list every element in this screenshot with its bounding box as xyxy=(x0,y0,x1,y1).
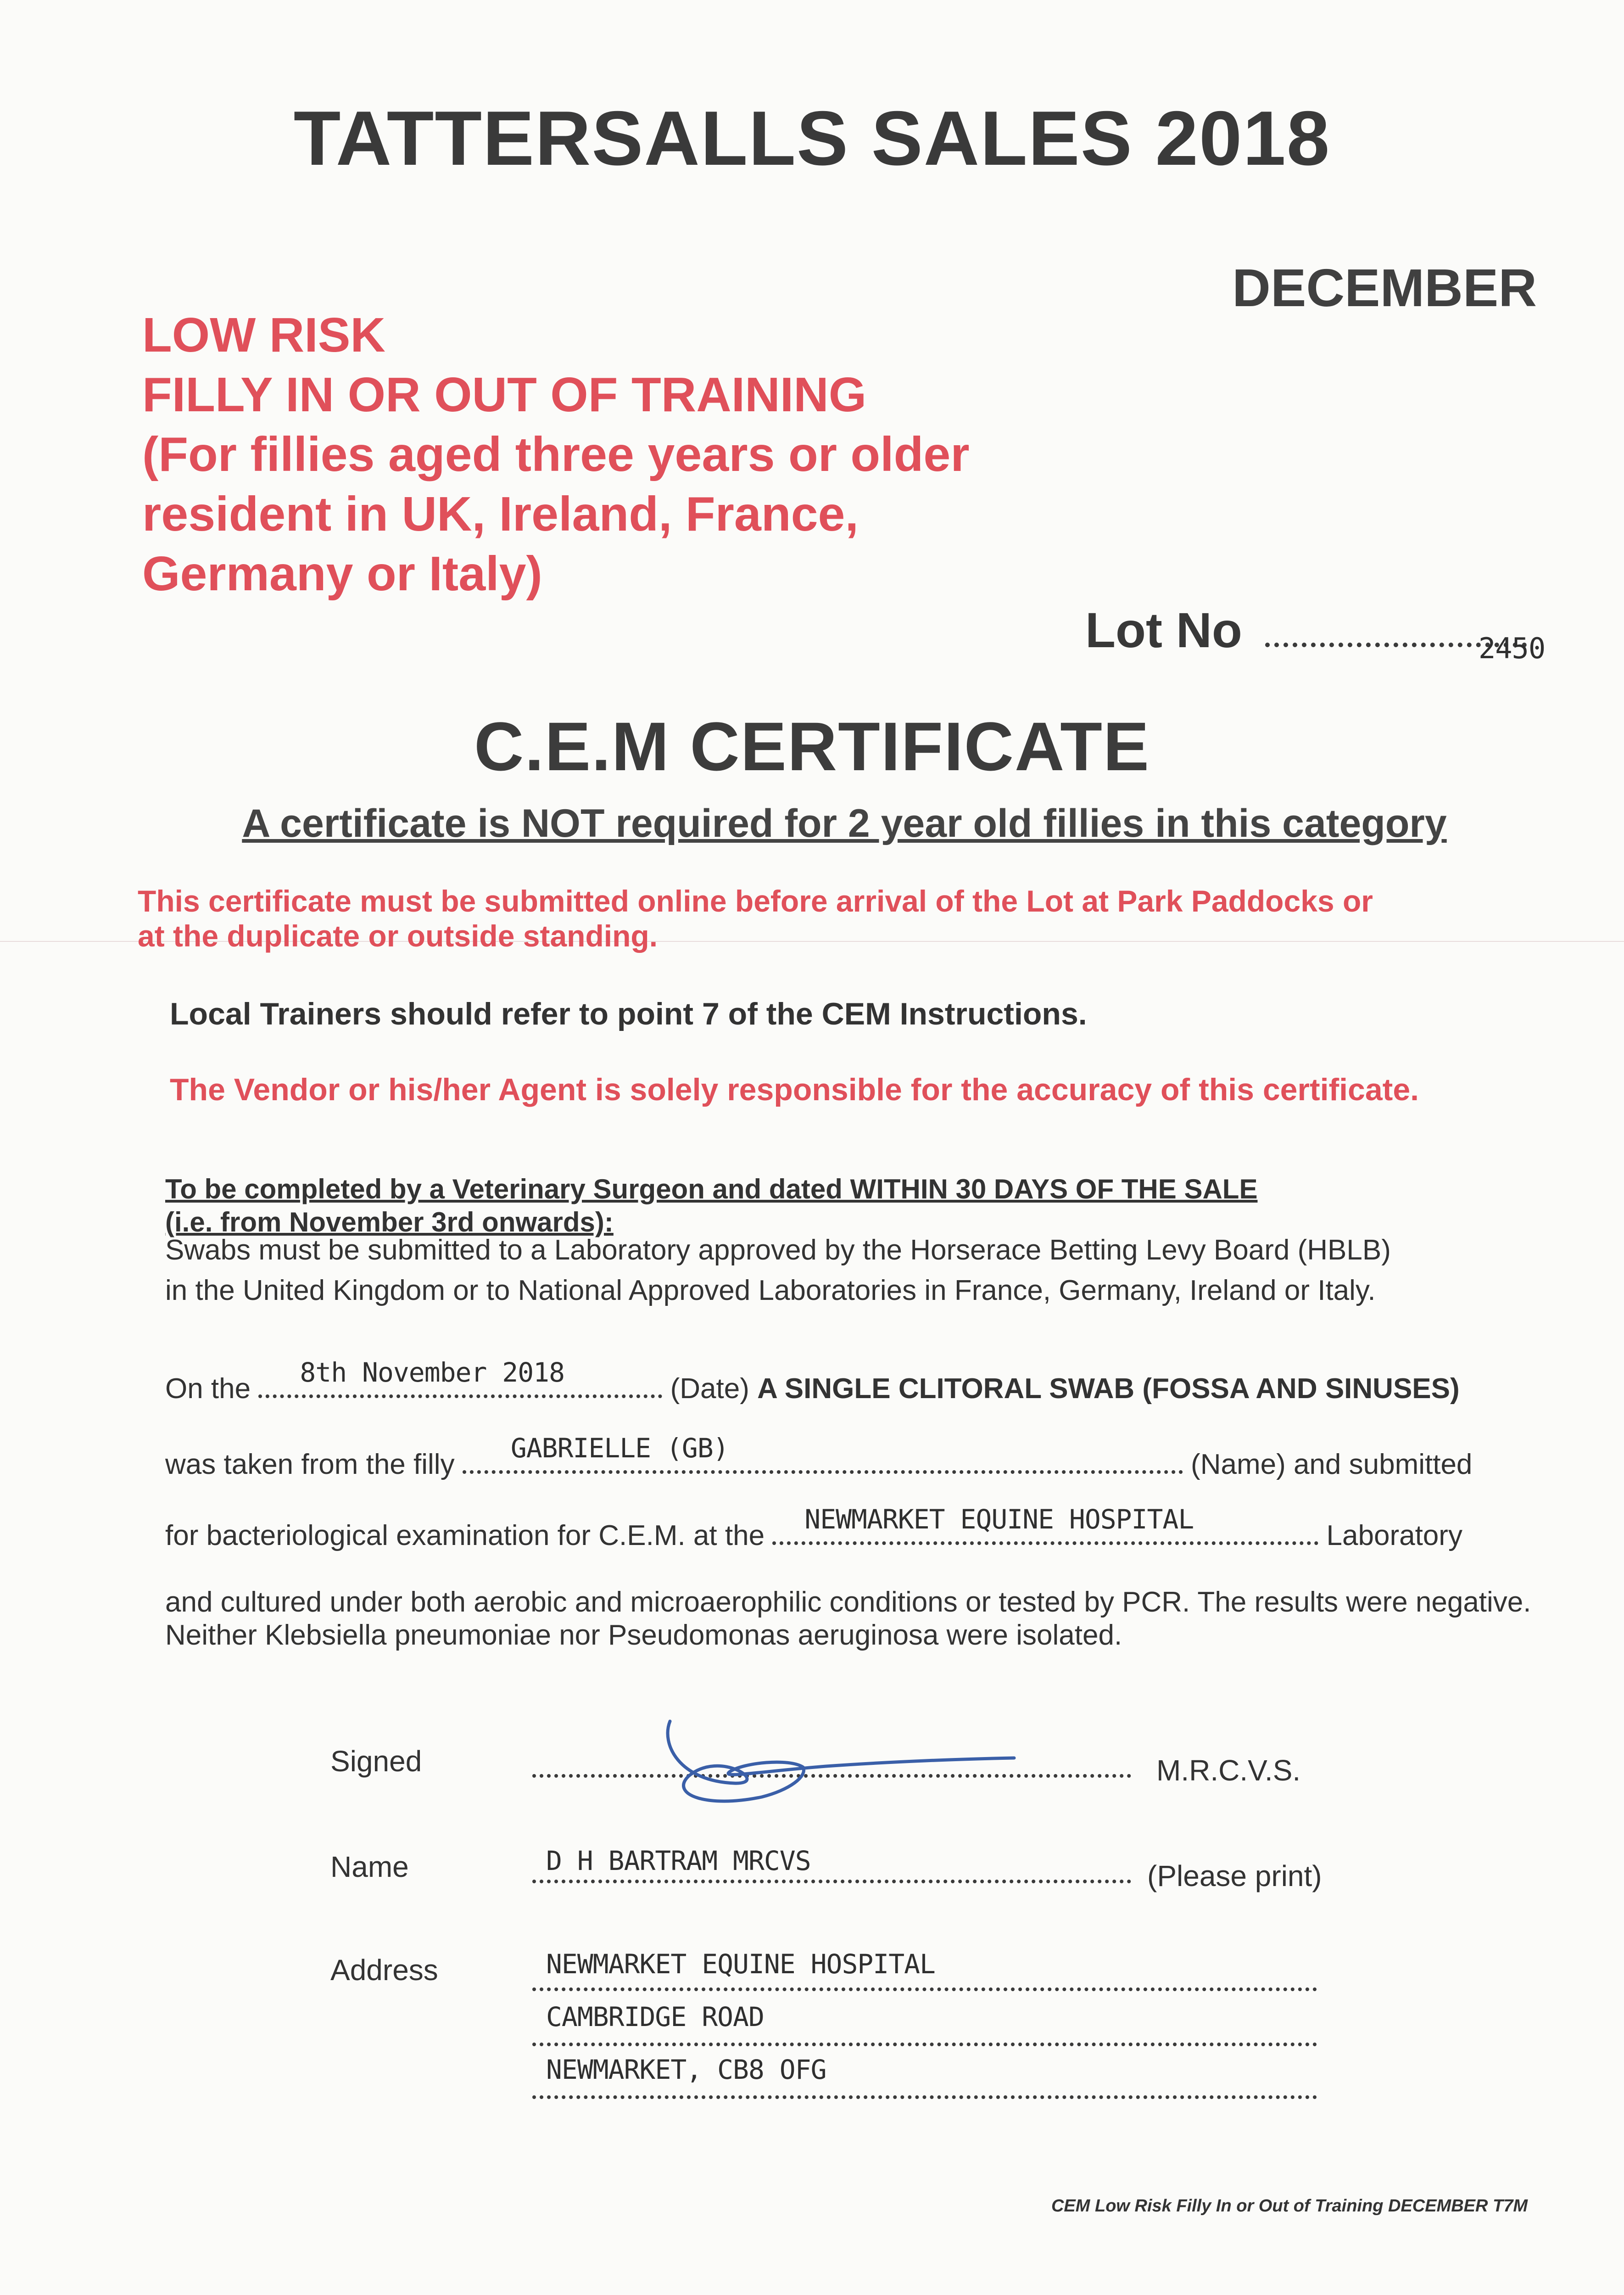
results-statement: and cultured under both aerobic and microaerophilic conditions or tested by PCR. The results were negative. Neither Klebsiella pneumoniae nor Pseudomonas aeruginosa were isolated. xyxy=(165,1586,1531,1651)
lot-label: Lot No xyxy=(1085,602,1242,658)
laboratory-value: NEWMARKET EQUINE HOSPITAL xyxy=(804,1504,1194,1535)
category-line-5: Germany or Italy) xyxy=(142,547,542,601)
veterinary-instructions xyxy=(165,1173,1257,1239)
date-field[interactable] xyxy=(258,1357,662,1398)
sale-month: DECEMBER xyxy=(1232,258,1537,318)
swab-line-1: Swabs must be submitted to a Laboratory approved by the Horserace Betting Levy Board (HBLB) xyxy=(165,1234,1391,1266)
laboratory-row xyxy=(165,1504,1462,1552)
category-block xyxy=(142,305,970,604)
laboratory-field[interactable] xyxy=(772,1504,1318,1545)
vendor-responsibility-note: The Vendor or his/her Agent is solely responsible for the accuracy of this certificate. xyxy=(170,1072,1419,1107)
filly-name-value: GABRIELLE (GB) xyxy=(510,1433,729,1464)
document-title: TATTERSALLS SALES 2018 xyxy=(293,95,1331,181)
mrcvs-label: M.R.C.V.S. xyxy=(1156,1754,1301,1787)
swab-line-2: in the United Kingdom or to National Approved Laboratories in France, Germany, Ireland or Italy. xyxy=(165,1275,1376,1306)
swab-instructions xyxy=(165,1230,1391,1311)
category-line-3: (For fillies aged three years or older xyxy=(142,427,970,481)
date-value: 8th November 2018 xyxy=(300,1357,564,1388)
on-the-label: On the xyxy=(165,1373,251,1405)
filly-row xyxy=(165,1433,1473,1481)
laboratory-suffix: Laboratory xyxy=(1326,1520,1462,1551)
date-suffix: (Date) xyxy=(670,1373,749,1405)
category-line-2: FILLY IN OR OUT OF TRAINING xyxy=(142,368,867,422)
name-label: Name xyxy=(330,1850,409,1883)
lot-number-field xyxy=(1085,601,1546,665)
date-row xyxy=(165,1357,1460,1405)
submission-notice xyxy=(138,884,1560,953)
instructions-line-1: To be completed by a Veterinary Surgeon and dated WITHIN 30 DAYS OF THE SALE xyxy=(165,1174,1258,1204)
address-line-1-rule[interactable] xyxy=(532,1987,1317,1991)
vet-name-value: D H BARTRAM MRCVS xyxy=(546,1845,811,1876)
address-line-1: NEWMARKET EQUINE HOSPITAL xyxy=(546,1948,935,1980)
address-line-3-rule[interactable] xyxy=(532,2095,1317,2099)
address-line-2-rule[interactable] xyxy=(532,2043,1317,2046)
lot-value: 2450 xyxy=(1478,632,1546,665)
swab-description: A SINGLE CLITORAL SWAB (FOSSA AND SINUSES) xyxy=(757,1373,1460,1405)
category-line-4: resident in UK, Ireland, France, xyxy=(142,487,859,541)
filly-name-field[interactable] xyxy=(463,1433,1183,1474)
signature-mark xyxy=(652,1703,1028,1808)
bacteriological-label: for bacteriological examination for C.E.M. at the xyxy=(165,1520,765,1551)
instructions-line-2: (i.e. from November 3rd onwards): xyxy=(165,1207,614,1237)
submission-notice-line-1: This certificate must be submitted online before arrival of the Lot at Park Paddocks or xyxy=(138,884,1373,918)
signed-label: Signed xyxy=(330,1745,422,1778)
submission-notice-line-2: at the duplicate or outside standing. xyxy=(138,919,658,953)
address-line-2: CAMBRIDGE ROAD xyxy=(546,2001,764,2032)
name-suffix: (Name) and submitted xyxy=(1191,1449,1473,1480)
please-print-label: (Please print) xyxy=(1147,1859,1322,1892)
certificate-title: C.E.M CERTIFICATE xyxy=(474,708,1150,785)
lot-dots xyxy=(1265,632,1546,665)
signature-stroke xyxy=(668,1721,1014,1801)
address-label: Address xyxy=(330,1954,438,1987)
category-line-1: LOW RISK xyxy=(142,308,385,362)
address-line-3: NEWMARKET, CB8 OFG xyxy=(546,2054,826,2085)
taken-from-label: was taken from the filly xyxy=(165,1449,455,1480)
name-line[interactable] xyxy=(532,1880,1131,1883)
local-trainers-note: Local Trainers should refer to point 7 of the CEM Instructions. xyxy=(170,996,1087,1031)
certificate-subheading: A certificate is NOT required for 2 year old fillies in this category xyxy=(242,801,1447,845)
form-footer: CEM Low Risk Filly In or Out of Training DECEMBER T7M xyxy=(1051,2196,1528,2216)
